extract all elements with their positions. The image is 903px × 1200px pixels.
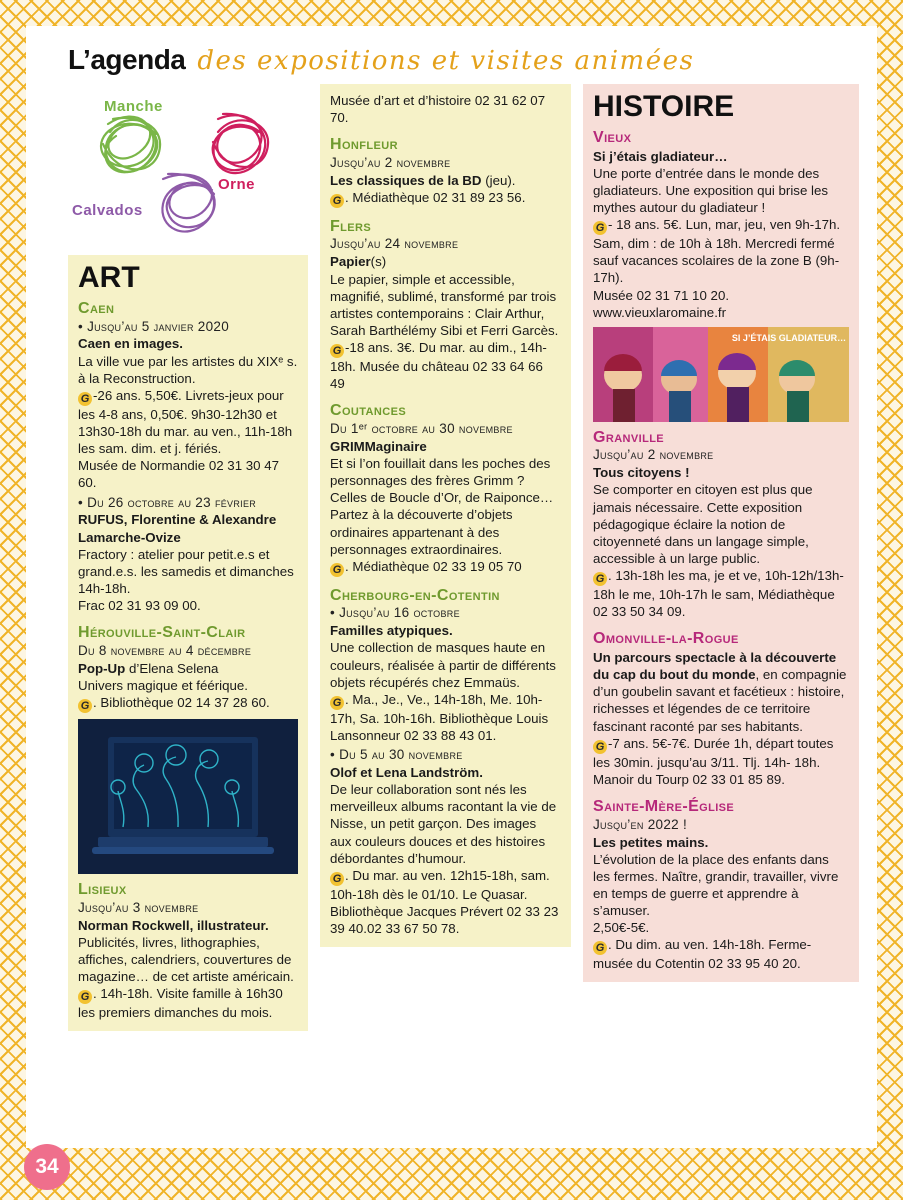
title-tous-citoyens: Tous citoyens ! — [593, 465, 690, 481]
normandy-map-graphic — [68, 84, 308, 249]
city-omonville: Omonville-la-Rogue — [593, 630, 739, 648]
title-rufus: RUFUS, Florentine & Alexandre Lamarche-Ovize — [78, 512, 277, 545]
agenda-header — [44, 44, 859, 76]
title-suffix-classiques-bd: (jeu). — [481, 172, 516, 188]
city-lisieux: Lisieux — [78, 881, 127, 899]
title-landstrom: Olof et Lena Landström. — [330, 764, 483, 780]
column-histoire — [583, 84, 859, 982]
date-popup: Du 8 novembre au 4 décembre — [78, 642, 252, 658]
body-tous-citoyens: Se comporter en citoyen est plus que jamais nécessaire. Cette exposition pédagogique éclaire la notion de citoyenneté dans un langage simple, accessible à un large public. — [593, 482, 813, 567]
title-rockwell: Norman Rockwell, illustrateur. — [78, 917, 269, 933]
panel-middle — [320, 84, 571, 947]
city-granville: Granville — [593, 428, 665, 446]
gratuit-icon: G — [593, 221, 607, 235]
gratuit-icon: G — [330, 696, 344, 710]
info-tous-citoyens: . 13h-18h les ma, je et ve, 10h-12h/13h-18h le me, 10h-17h le sam, Médiathèque 02 33 50 34 09. — [593, 568, 844, 620]
info-honfleur: . Médiathèque 02 31 89 23 56. — [345, 189, 526, 205]
website-gladiateur[interactable]: www.vieuxlaromaine.fr — [593, 304, 727, 320]
gratuit-icon: G — [593, 740, 607, 754]
body-popup: Univers magique et féérique. — [78, 677, 248, 693]
date-rockwell: Jusqu’au 3 novembre — [78, 899, 199, 915]
info-petites-mains: . Du dim. au ven. 14h-18h. Ferme-musée du Cotentin 02 33 95 40 20. — [593, 937, 812, 972]
body-rockwell: Publicités, livres, lithographies, affiches, calendriers, couvertures de magazine… de cet artiste américain. — [78, 934, 294, 984]
gratuit-icon: G — [78, 990, 92, 1004]
body-gladiateur: Une porte d’entrée dans le monde des gladiateurs. Une exposition qui brise les mythes autour du gladiateur ! — [593, 165, 829, 216]
section-title-art: ART — [78, 261, 140, 294]
info-rockwell: . 14h-18h. Visite famille à 16h30 les premiers dimanches du mois. — [78, 986, 283, 1021]
title-gladiateur: Si j’étais gladiateur… — [593, 148, 728, 164]
body-grimmaginaire: Et si l’on fouillait dans les poches des personnages des frères Grimm ? Celles de Boucle d’Or, de Raiponce… Partez à la découverte d’objets ordinaires appartenant à des personnages extraordinaires. — [330, 455, 554, 557]
map-label-orne: Orne — [218, 176, 256, 193]
gratuit-icon: G — [330, 563, 344, 577]
contact-gladiateur: Musée 02 31 71 10 20. — [593, 287, 730, 303]
date-granville: Jusqu’au 2 novembre — [593, 447, 714, 463]
city-flers: Flers — [330, 217, 372, 235]
info-popup: . Bibliothèque 02 14 37 28 60. — [93, 695, 270, 711]
city-coutances: Coutances — [330, 402, 407, 420]
column-art — [68, 84, 308, 1031]
info-landstrom: . Du mar. au ven. 12h15-18h, sam. 10h-18h dès le 01/10. Le Quasar. Bibliothèque Jacques Prévert 02 33 23 39 40.02 33 67 50 78. — [330, 867, 559, 937]
section-title-histoire: HISTOIRE — [593, 90, 735, 123]
city-caen: Caen — [78, 300, 115, 317]
column-middle — [320, 84, 571, 947]
title-suffix-papier: (s) — [370, 254, 387, 270]
gratuit-icon: G — [330, 194, 344, 208]
popup-artwork-svg — [78, 719, 298, 874]
price-petites-mains: 2,50€-5€. — [593, 920, 650, 936]
city-sainte-mere-eglise: Sainte-Mère-Église — [593, 798, 735, 816]
page-number-badge: 34 — [24, 1144, 70, 1190]
date-honfleur: Jusqu’au 2 novembre — [330, 154, 451, 170]
title-papier: Papier — [330, 254, 371, 270]
city-herouville: Hérouville-Saint-Clair — [78, 624, 246, 642]
body-caen-en-images: La ville vue par les artistes du XIXᵉ s. à la Reconstruction. — [78, 353, 298, 386]
map-label-manche: Manche — [104, 98, 163, 115]
city-cherbourg: Cherbourg-en-Cotentin — [330, 586, 500, 604]
page-content — [44, 44, 859, 1132]
contact-rufus: Frac 02 31 93 09 00. — [78, 598, 201, 614]
panel-histoire — [583, 84, 859, 982]
info-papier: -18 ans. 3€. Du mar. au dim., 14h-18h. Musée du château 02 33 64 66 49 — [330, 340, 547, 392]
title-popup: Pop-Up — [78, 660, 126, 676]
info-familles-atypiques: . Ma., Je., Ve., 14h-18h, Me. 10h-17h, Sa. 10h-16h. Bibliothèque Louis Lansonneur 02 33 88 43 01. — [330, 691, 549, 743]
gratuit-icon: G — [330, 344, 344, 358]
map-label-calvados: Calvados — [72, 202, 143, 219]
date-rufus: • Du 26 octobre au 23 février — [78, 494, 257, 510]
title-petites-mains: Les petites mains. — [593, 834, 709, 850]
gratuit-icon: G — [330, 872, 344, 886]
gratuit-icon: G — [593, 941, 607, 955]
panel-art — [68, 255, 308, 1031]
title-suffix-parcours-spectacle: , en compagnie d’un goubelin savant et facétieux : histoire, richesses et légendes de ce territoire fascinant raconté par ses habitants. — [593, 667, 847, 734]
date-landstrom: • Du 5 au 30 novembre — [330, 747, 463, 763]
info-caen-en-images: -26 ans. 5,50€. Livrets-jeux pour les 4-8 ans, 0,50€. 9h30-12h30 et 13h30-18h du mar. au ven., 11h-18h les sam. dim. et j. fériés. — [78, 387, 293, 457]
date-flers: Jusqu’au 24 novembre — [330, 236, 459, 252]
title-classiques-bd: Les classiques de la BD — [330, 172, 482, 188]
contact-musee-art-histoire: Musée d’art et d’histoire 02 31 62 07 70. — [330, 93, 546, 126]
info-gladiateur: - 18 ans. 5€. Lun, mar, jeu, ven 9h-17h. Sam, dim : de 10h à 18h. Mercredi fermé sauf vacances scolaires de la zone B (9h-17h). — [593, 217, 841, 286]
title-suffix-popup: d’Elena Selena — [125, 660, 219, 676]
columns-container — [44, 84, 859, 1031]
svg-text:SI J’ÉTAIS GLADIATEUR…: SI J’ÉTAIS GLADIATEUR… — [731, 332, 847, 343]
city-vieux: Vieux — [593, 129, 632, 146]
title-grimmaginaire: GRIMMaginaire — [330, 438, 427, 454]
page-title: L’agenda — [68, 44, 186, 75]
photo-gladiateur — [593, 327, 849, 422]
title-caen-en-images: Caen en images. — [78, 336, 183, 352]
body-landstrom: De leur collaboration sont nés les merveilleux albums racontant la vie de Nisse, un petit garçon. Des images aux couleurs douces et des histoires débordantes d’humour. — [330, 782, 557, 866]
body-rufus: Fractory : atelier pour petit.e.s et grand.e.s. les samedis et dimanches 14h-18h. — [78, 546, 294, 597]
photo-popup-artwork — [78, 719, 298, 874]
gratuit-icon: G — [78, 699, 92, 713]
gratuit-icon: G — [593, 572, 607, 586]
contact-caen-en-images: Musée de Normandie 02 31 30 47 60. — [78, 458, 280, 491]
info-parcours-spectacle: -7 ans. 5€-7€. Durée 1h, départ toutes les 30min. jusqu’au 3/11. Tlj. 14h- 18h. Manoir du Tourp 02 33 01 85 89. — [593, 735, 834, 787]
body-papier: Le papier, simple et accessible, magnifié, sublimé, transformé par trois artistes contemporains : Clair Arthur, Sarah Barthélémy Sibi et Ferri Garcès. — [330, 271, 559, 338]
city-honfleur: Honfleur — [330, 136, 398, 154]
date-caen: • Jusqu’au 5 janvier 2020 — [78, 318, 230, 334]
info-grimmaginaire: . Médiathèque 02 33 19 05 70 — [345, 558, 522, 574]
page-subtitle: des expositions et visites animées — [197, 46, 695, 76]
date-familles-atypiques: • Jusqu’au 16 octobre — [330, 605, 460, 621]
title-familles-atypiques: Familles atypiques. — [330, 623, 453, 639]
date-coutances: Du 1ᵉʳ octobre au 30 novembre — [330, 420, 513, 436]
date-petites-mains: Jusqu’en 2022 ! — [593, 816, 688, 832]
gladiateur-photo-svg — [593, 327, 849, 422]
gratuit-icon: G — [78, 392, 92, 406]
body-familles-atypiques: Une collection de masques haute en couleurs, réalisée à partir de différents objets récupérés chez Emmaüs. — [330, 640, 556, 690]
title-parcours-spectacle: Un parcours spectacle à la découverte du cap du bout du monde — [593, 650, 837, 683]
body-petites-mains: L’évolution de la place des enfants dans les fermes. Naître, grandir, travailler, vivre en temps de guerre et apprendre à s’amuser. — [593, 851, 839, 919]
